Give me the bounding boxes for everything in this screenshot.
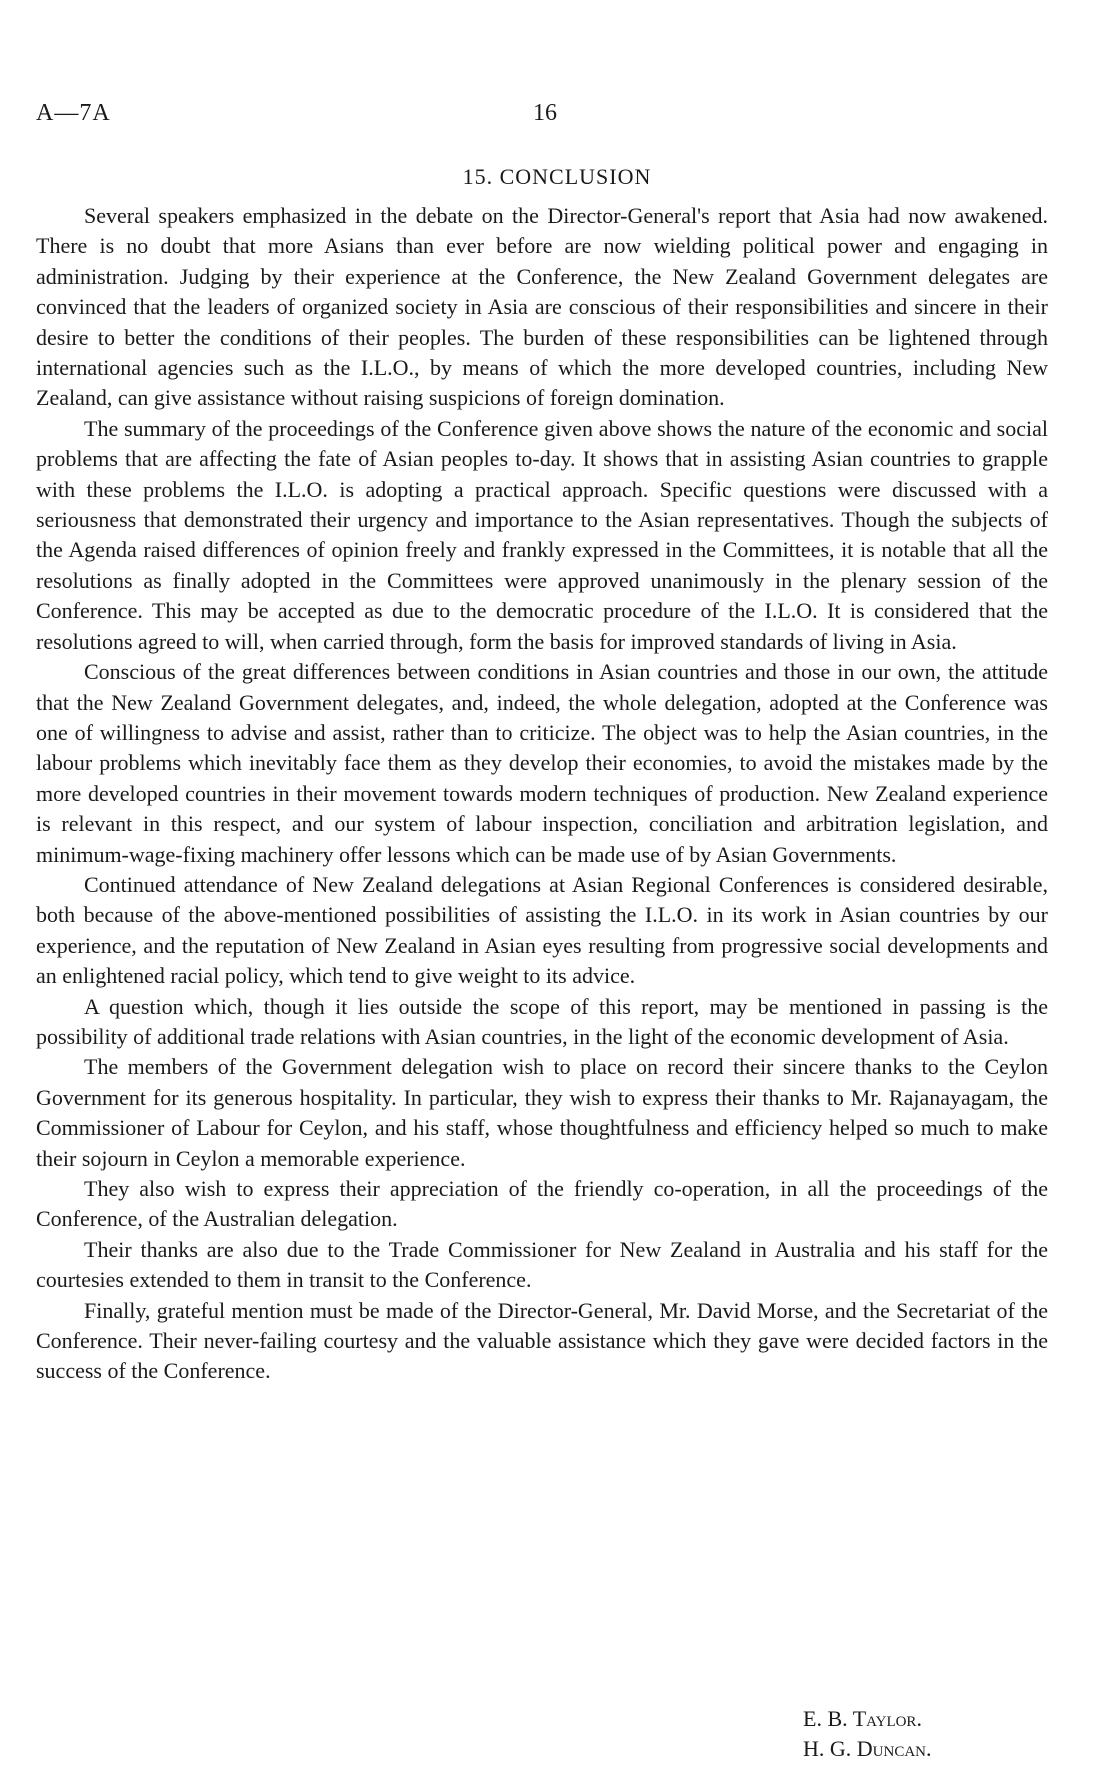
document-reference: A—7A [36,100,111,126]
page-number: 16 [533,100,557,126]
paragraph: Conscious of the great differences between conditions in Asian countries and those in our own, the attitude that the New Zealand Government delegates, and, indeed, the whole delegation, adopted at the Conference was one of willingness to advise and assist, rather than to criticize. The object was to help the Asian countries, in the labour problems which inevitably face them as they develop their economies, to avoid the mistakes made by the more developed countries in their movement towards modern techniques of production. New Zealand experience is relevant in this respect, and our system of labour inspection, conciliation and arbitration legislation, and minimum-wage-fixing machinery offer lessons which can be made use of by Asian Governments. [36,659,1048,867]
paragraph: Continued attendance of New Zealand delegations at Asian Regional Conferences is considered desirable, both because of the above-mentioned possibilities of assisting the I.L.O. in its work in Asian countries by our experience, and the reputation of New Zealand in Asian eyes resulting from progressive social developments and an enlightened racial policy, which tend to give weight to its advice. [36,871,1048,989]
paragraph: A question which, though it lies outside the scope of this report, may be mentioned in passing is the possibility of additional trade relations with Asian countries, in the light of the economic development of Asia. [36,993,1048,1049]
paragraph: The members of the Government delegation wish to place on record their sincere thanks to the Ceylon Government for its generous hospitality. In particular, they wish to express their thanks to Mr. Rajanayagam, the Commissioner of Labour for Ceylon, and his staff, whose thoughtfulness and efficiency helped so much to make their sojourn in Ceylon a memorable experience. [36,1054,1048,1171]
signatory-name: H. G. Duncan. [803,1736,932,1761]
section-heading: 15. CONCLUSION [462,164,652,189]
paragraph: The summary of the proceedings of the Conference given above shows the nature of the economic and social problems that are affecting the fate of Asian peoples to-day. It shows that in assisting Asian countries to grapple with these problems the I.L.O. is adopting a practical approach. Specific questions were discussed with a seriousness that demonstrated their urgency and importance to the Asian representatives. Though the subjects of the Agenda raised differences of opinion freely and frankly expressed in the Committees, it is notable that all the resolutions as finally adopted in the Committees were approved unanimously in the plenary session of the Conference. This may be accepted as due to the democratic procedure of the I.L.O. It is considered that the resolutions agreed to will, when carried through, form the basis for improved standards of living in Asia. [36,415,1048,654]
signature-block [803,1704,932,1764]
paragraph: Finally, grateful mention must be made of the Director-General, Mr. David Morse, and the Secretariat of the Conference. Their never-failing courtesy and the valuable assistance which they gave were decided factors in the success of the Conference. [36,1297,1048,1384]
body-text [36,201,1048,1387]
paragraph: Several speakers emphasized in the debate on the Director-General's report that Asia had now awakened. There is no doubt that more Asians than ever before are now wielding political power and engaging in administration. Judging by their experience at the Conference, the New Zealand Government delegates are convinced that the leaders of organized society in Asia are conscious of their responsibilities and sincere in their desire to better the conditions of their peoples. The burden of these responsibilities can be lightened through international agencies such as the I.L.O., by means of which the more developed countries, including New Zealand, can give assistance without raising suspicions of foreign domination. [36,203,1048,411]
paragraph: Their thanks are also due to the Trade Commissioner for New Zealand in Australia and his staff for the courtesies extended to them in transit to the Conference. [36,1236,1048,1293]
paragraph: They also wish to express their appreciation of the friendly co-operation, in all the proceedings of the Conference, of the Australian delegation. [36,1176,1048,1232]
signatory-name: E. B. Taylor. [803,1706,922,1731]
